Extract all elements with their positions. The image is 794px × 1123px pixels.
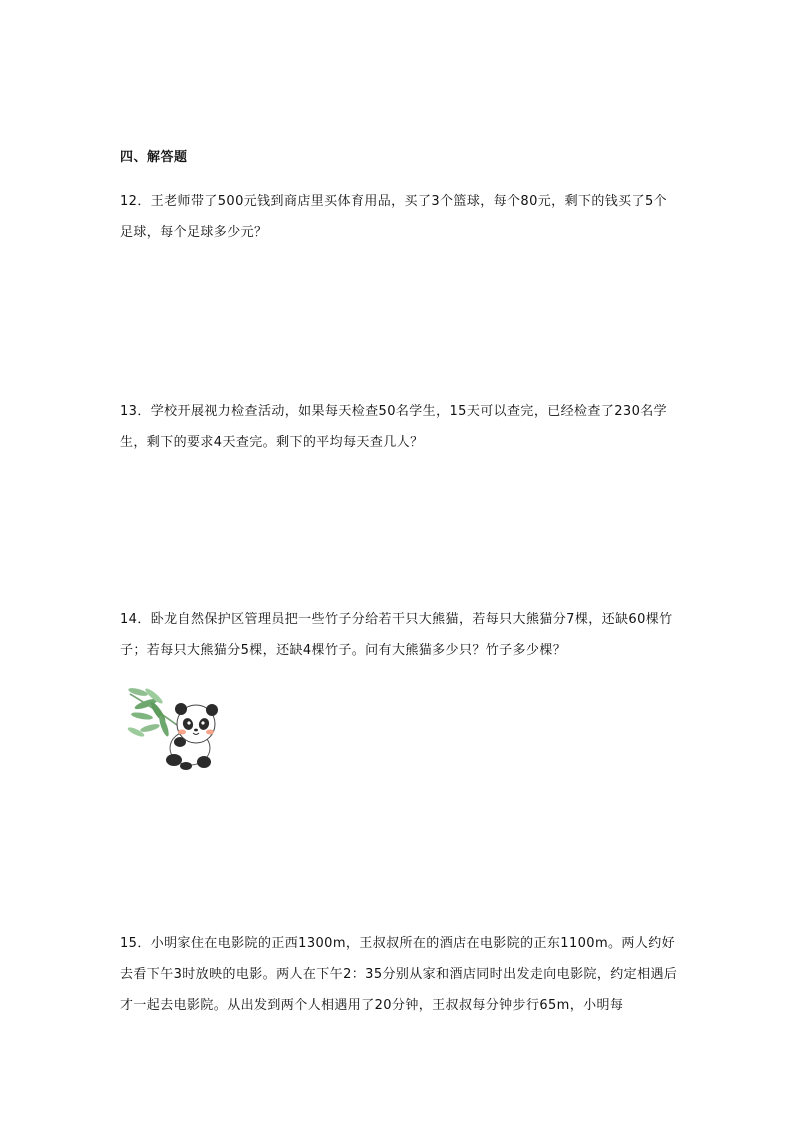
question-15: 15．小明家住在电影院的正西1300m，王叔叔所在的酒店在电影院的正东1100m。两人约好去看下午3时放映的电影。两人在下午2：35分别从家和酒店同时出发走向电影院，约定相遇后才一起去电影院。从出发到两个人相遇用了20分钟，王叔叔每分钟步行65m，小明每 <box>120 936 678 1013</box>
question-12: 12．王老师带了500元钱到商店里买体育用品，买了3个篮球，每个80元，剩下的钱买了5个足球，每个足球多少元？ <box>120 194 668 240</box>
question-14: 14．卧龙自然保护区管理员把一些竹子分给若干只大熊猫，若每只大熊猫分7棵，还缺60棵竹子；若每只大熊猫分5棵，还缺4棵竹子。问有大熊猫多少只？竹子多少棵？ <box>120 612 673 658</box>
panda-with-bamboo-icon <box>124 686 228 774</box>
question-13: 13．学校开展视力检查活动，如果每天检查50名学生，15天可以查完，已经检查了230名学生，剩下的要求4天查完。剩下的平均每天查几人？ <box>120 404 668 450</box>
section-title: 四、解答题 <box>120 150 188 165</box>
